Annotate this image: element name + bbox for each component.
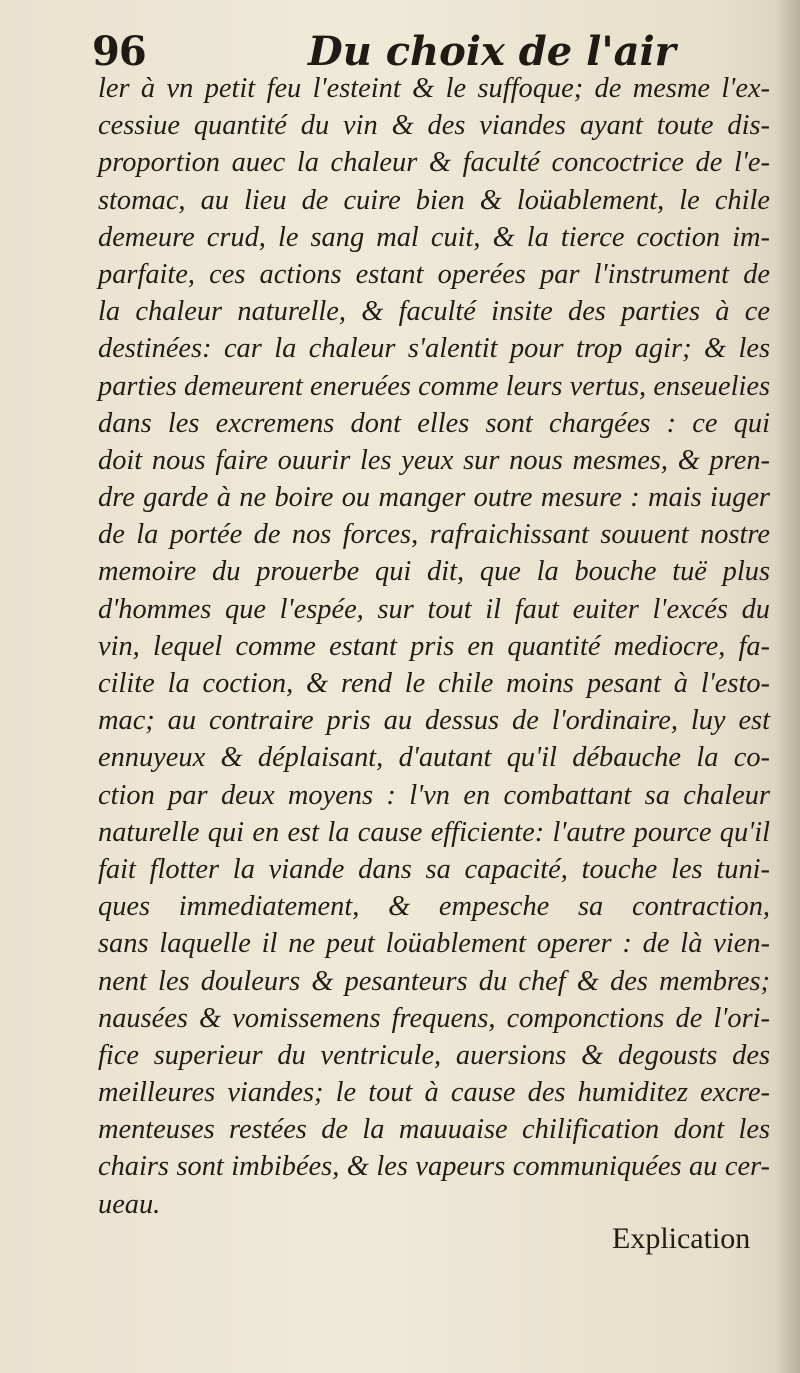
catchword: Explication bbox=[612, 1222, 751, 1255]
text-line: stomac, au lieu de cuire bien & loüablement, le chile bbox=[98, 184, 770, 216]
text-line: de la portée de nos forces, rafraichissant souuent nostre bbox=[98, 519, 770, 551]
text-line: parties demeurent eneruées comme leurs vertus, enseuelies bbox=[98, 370, 770, 402]
running-title: Du choix de l'air bbox=[308, 28, 676, 75]
page-edge-shadow bbox=[774, 0, 800, 1373]
text-line: destinées: car la chaleur s'alentit pour trop agir; & les bbox=[98, 333, 770, 365]
text-line: demeure crud, le sang mal cuit, & la tierce coction im- bbox=[98, 221, 770, 253]
text-line: ennuyeux & déplaisant, d'autant qu'il débauche la co- bbox=[98, 742, 770, 774]
body-text bbox=[98, 70, 770, 1223]
text-line: fait flotter la viande dans sa capacité, touche les tuni- bbox=[98, 853, 770, 885]
text-line: proportion auec la chaleur & faculté concoctrice de l'e- bbox=[98, 147, 770, 179]
text-line: la chaleur naturelle, & faculté insite des parties à ce bbox=[98, 296, 770, 328]
text-line: d'hommes que l'espée, sur tout il faut euiter l'excés du bbox=[98, 593, 770, 625]
text-line: ction par deux moyens : l'vn en combattant sa chaleur bbox=[98, 779, 770, 811]
text-line: dre garde à ne boire ou manger outre mesure : mais iuger bbox=[98, 482, 770, 514]
text-line: vin, lequel comme estant pris en quantité mediocre, fa- bbox=[98, 630, 770, 662]
text-line: ueau. bbox=[98, 1188, 161, 1220]
text-line: memoire du prouerbe qui dit, que la bouche tuë plus bbox=[98, 556, 770, 588]
text-line: naturelle qui en est la cause efficiente: l'autre pource qu'il bbox=[98, 816, 770, 848]
text-line: meilleures viandes; le tout à cause des humiditez excre- bbox=[98, 1077, 770, 1109]
text-line: cilite la coction, & rend le chile moins pesant à l'esto- bbox=[98, 668, 770, 699]
text-line: ler à vn petit feu l'esteint & le suffoque; de mesme l'ex- bbox=[98, 73, 770, 104]
text-line: mac; au contraire pris au dessus de l'ordinaire, luy est bbox=[98, 705, 770, 737]
text-line: menteuses restées de la mauuaise chilification dont les bbox=[98, 1114, 770, 1146]
text-line: ques immediatement, & empesche sa contraction, bbox=[98, 891, 770, 923]
text-line: nent les douleurs & pesanteurs du chef & des membres; bbox=[98, 965, 770, 997]
text-line: parfaite, ces actions estant operées par l'instrument de bbox=[98, 258, 770, 290]
page-number: 96 bbox=[92, 28, 146, 75]
text-line: nausées & vomissemens frequens, componctions de l'ori- bbox=[98, 1002, 770, 1034]
text-line: doit nous faire ouurir les yeux sur nous mesmes, & pren- bbox=[98, 444, 770, 476]
text-line: chairs sont imbibées, & les vapeurs communiquées au cer- bbox=[98, 1151, 770, 1183]
text-line: cessiue quantité du vin & des viandes ayant toute dis- bbox=[98, 110, 770, 142]
text-line: dans les excremens dont elles sont chargées : ce qui bbox=[98, 407, 770, 439]
text-line: sans laquelle il ne peut loüablement operer : de là vien- bbox=[98, 928, 770, 960]
text-line: fice superieur du ventricule, auersions & degousts des bbox=[98, 1039, 770, 1071]
